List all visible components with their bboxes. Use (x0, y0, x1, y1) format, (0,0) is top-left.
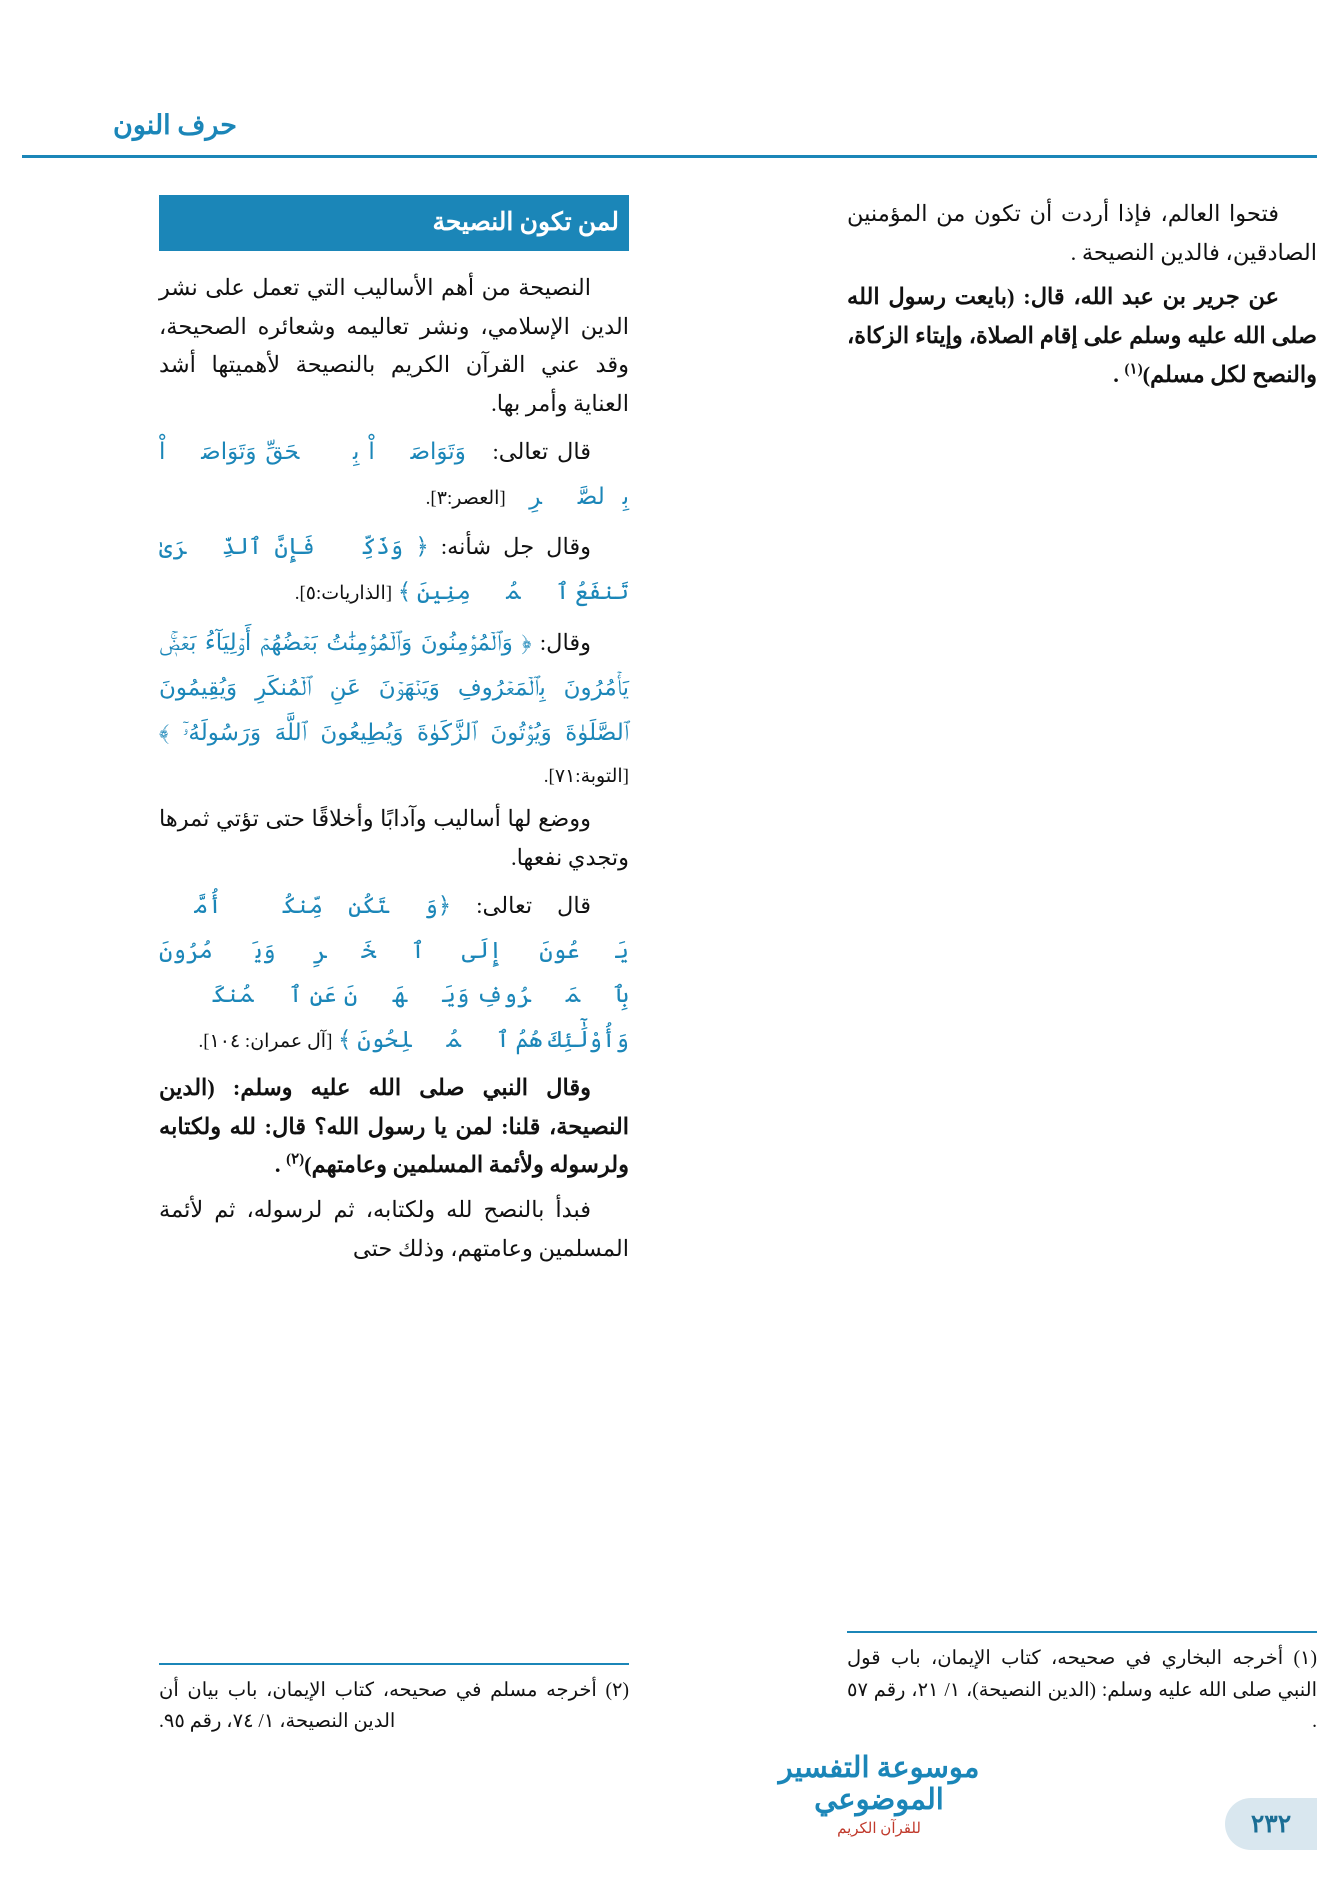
right-text-column (847, 195, 1317, 400)
footnote-2: (٢) أخرجه مسلم في صحيحه، كتاب الإيمان، باب بيان أن الدين النصيحة، ١/ ٧٤، رقم ٩٥. (159, 1679, 629, 1733)
hadith-tail: . (1113, 361, 1125, 387)
page-number-badge: ٢٣٢ (1225, 1798, 1317, 1850)
page-header (22, 110, 1317, 162)
publisher-logo-title: موسوعة التفسير الموضوعي (778, 1752, 980, 1817)
hadith-text: عن جرير بن عبد الله، قال: (بايعت رسول الله صلى الله عليه وسلم على إقام الصلاة، وإيتاء الزكاة، والنصح لكل مسلم) (847, 284, 1317, 387)
page-header-title: حرف النون (113, 110, 237, 140)
footnote-divider (847, 1631, 1317, 1633)
quran-block-2 (159, 525, 629, 615)
footnote-marker-1: (١) (1124, 361, 1143, 378)
section-heading: لمن تكون النصيحة (159, 195, 629, 251)
paragraph: ووضع لها أساليب وآدابًا وأخلاقًا حتى تؤتي ثمرها وتجدي نفعها. (159, 806, 629, 871)
paragraph: فتحوا العالم، فإذا أردت أن تكون من المؤمنين الصادقين، فالدين النصيحة . (847, 201, 1317, 265)
header-divider (22, 155, 1317, 158)
paragraph: فبدأ بالنصح لله ولكتابه، ثم لرسوله، ثم لأئمة المسلمين وعامتهم، وذلك حتى (159, 1197, 629, 1261)
hadith-tail: . (274, 1152, 287, 1178)
hadith-paragraph (847, 278, 1317, 394)
quran-block-3 (159, 621, 629, 794)
publisher-logo-subtitle: للقرآن الكريم (837, 1821, 921, 1837)
paragraph: النصيحة من أهم الأساليب التي تعمل على نشر الدين الإسلامي، ونشر تعاليمه وشعائره الصحيحة، وقد عني القرآن الكريم بالنصيحة لأهميتها أشد العناية وأمر بها. (159, 275, 629, 417)
footnote-divider (159, 1663, 629, 1665)
footnote-1: (١) أخرجه البخاري في صحيحه، كتاب الإيمان، باب قول النبي صلى الله عليه وسلم: (الدين النصيحة)، ١/ ٢١، رقم ٥٧ . (847, 1648, 1317, 1733)
quote-lead: قال تعالى: (492, 438, 591, 464)
quran-verse: ﴿ وَٱلۡمُؤۡمِنُونَ وَٱلۡمُؤۡمِنَٰتُ بَعۡضُهُمۡ أَوۡلِيَآءُ بَعۡضٖۚ يَأۡمُرُونَ بِٱلۡمَعۡرُوفِ وَيَنۡهَوۡنَ عَنِ ٱلۡمُنكَرِ وَيُقِيمُونَ ٱلصَّلَوٰةَ وَيُؤۡتُونَ ٱلزَّكَوٰةَ وَيُطِيعُونَ ٱللَّهَ وَرَسُولَهُۥٓ ﴾ (159, 630, 629, 745)
verse-reference: [التوبة:٧١]. (543, 765, 629, 787)
quote-lead: قال تعالى: (476, 892, 592, 918)
hadith-text: وقال النبي صلى الله عليه وسلم: (الدين النصيحة، قلنا: لمن يا رسول الله؟ قال: لله ولكتابه ولرسوله ولأئمة المسلمين وعامتهم) (159, 1075, 629, 1178)
quran-verse: ﴿وَلۡتَكُن مِّنكُمۡ أُمَّةٞ يَدۡعُونَ إِلَى ٱلۡخَيۡرِ وَيَأۡمُرُونَ بِٱلۡمَعۡرُوفِ وَيَنۡهَوۡنَ عَنِ ٱلۡمُنكَرِۚ وَأُوْلَٰٓئِكَ هُمُ ٱلۡمُفۡلِحُونَ ﴾ (159, 892, 629, 1053)
verse-reference: [العصر:٣]. (425, 487, 506, 509)
quran-verse: ﴿وَتَوَاصَوۡاْ بِٱلۡحَقِّ وَتَوَاصَوۡاْ بِٱلصَّبۡرِ﴾ (159, 438, 629, 509)
quran-block-1 (159, 430, 629, 520)
quran-block-4 (159, 884, 629, 1063)
quote-lead: وقال: (539, 630, 591, 656)
footnote-area-left (159, 1663, 629, 1738)
verse-reference: [الذاريات:٥]. (294, 583, 393, 605)
footnote-marker-2: (٢) (286, 1151, 305, 1168)
left-text-column (159, 195, 629, 1275)
hadith-paragraph (159, 1069, 629, 1185)
verse-reference: [آل عمران: ١٠٤]. (198, 1031, 333, 1053)
footnote-area-right (847, 1631, 1317, 1738)
publisher-logo (749, 1753, 1009, 1838)
quote-lead: وقال جل شأنه: (440, 534, 591, 560)
quran-verse: ﴿ وَذَكِّرۡ فَإِنَّ ٱلذِّكۡرَىٰ تَنفَعُ ٱلۡمُؤۡمِنِينَ ﴾ (159, 534, 629, 605)
